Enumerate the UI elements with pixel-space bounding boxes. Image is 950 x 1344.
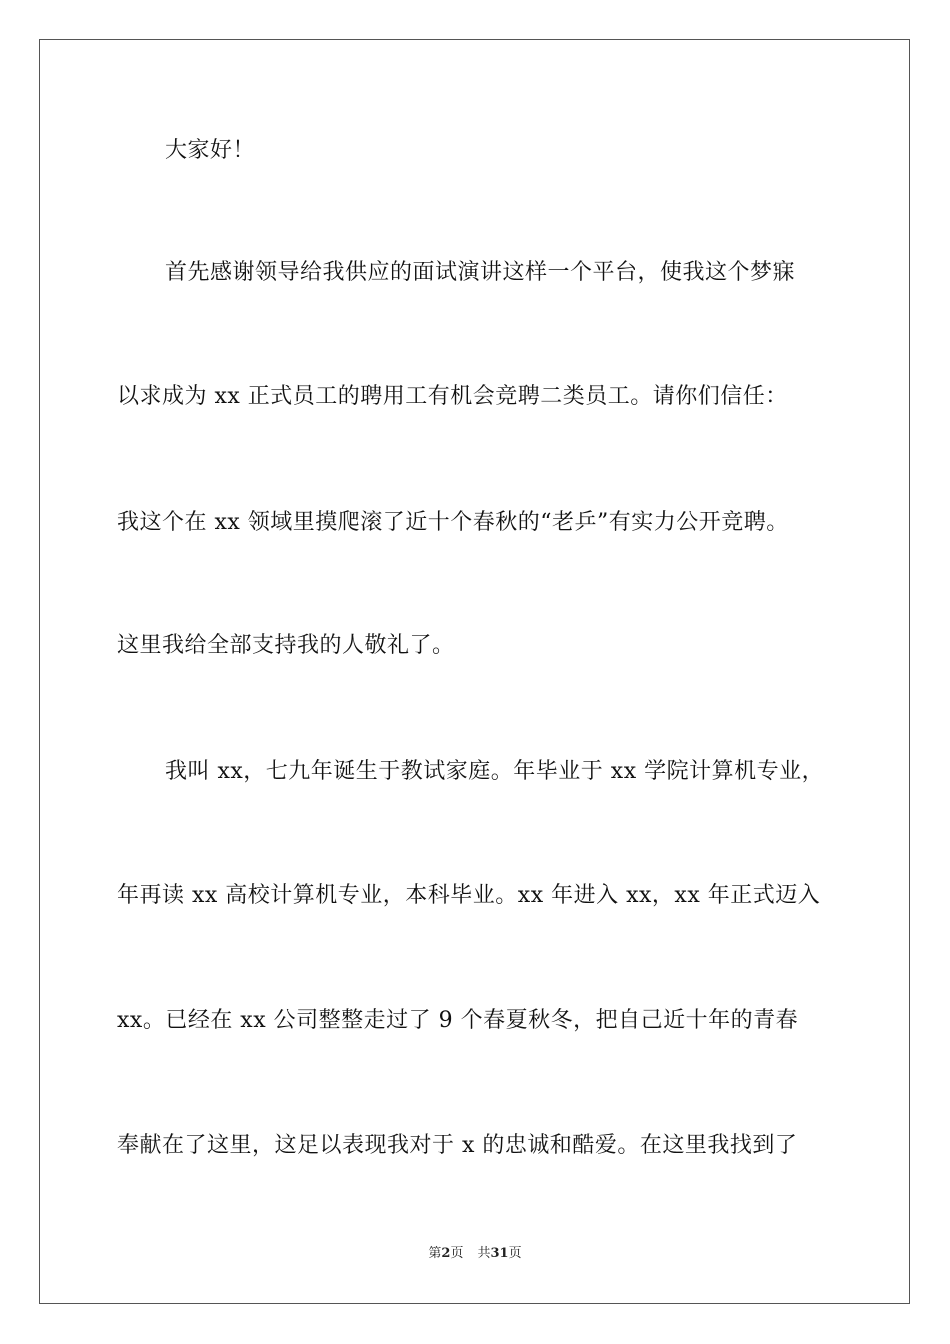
paragraph-line-5: 我叫 xx，七九年诞生于教试家庭。年毕业于 xx 学院计算机专业， — [165, 759, 825, 784]
paragraph-line-3: 我这个在 xx 领域里摸爬滚了近十个春秋的“老乒”有实力公开竞聘。 — [117, 510, 789, 535]
paragraph-line-2: 以求成为 xx 正式员工的聘用工有机会竞聘二类员工。请你们信任： — [117, 384, 788, 409]
total-pages: 31 — [490, 1246, 509, 1261]
page-suffix: 页 — [450, 1246, 464, 1261]
paragraph-line-1: 首先感谢领导给我供应的面试演讲这样一个平台，使我这个梦寐 — [165, 260, 796, 285]
page-number: 2 — [441, 1246, 451, 1261]
paragraph-line-7: xx。已经在 xx 公司整整走过了 9 个春夏秋冬，把自己近十年的青春 — [117, 1008, 799, 1033]
total-suffix: 页 — [508, 1246, 522, 1261]
greeting-line: 大家好！ — [165, 138, 256, 163]
page-prefix: 第 — [428, 1246, 442, 1261]
page-footer — [0, 1244, 950, 1264]
paragraph-line-8: 奉献在了这里，这足以表现我对于 x 的忠诚和酷爱。在这里我找到了 — [117, 1133, 798, 1158]
page-frame — [39, 39, 910, 1304]
paragraph-line-4: 这里我给全部支持我的人敬礼了。 — [117, 633, 455, 658]
total-prefix: 共 — [477, 1246, 491, 1261]
paragraph-line-6: 年再读 xx 高校计算机专业，本科毕业。xx 年进入 xx，xx 年正式迈入 — [117, 883, 821, 908]
